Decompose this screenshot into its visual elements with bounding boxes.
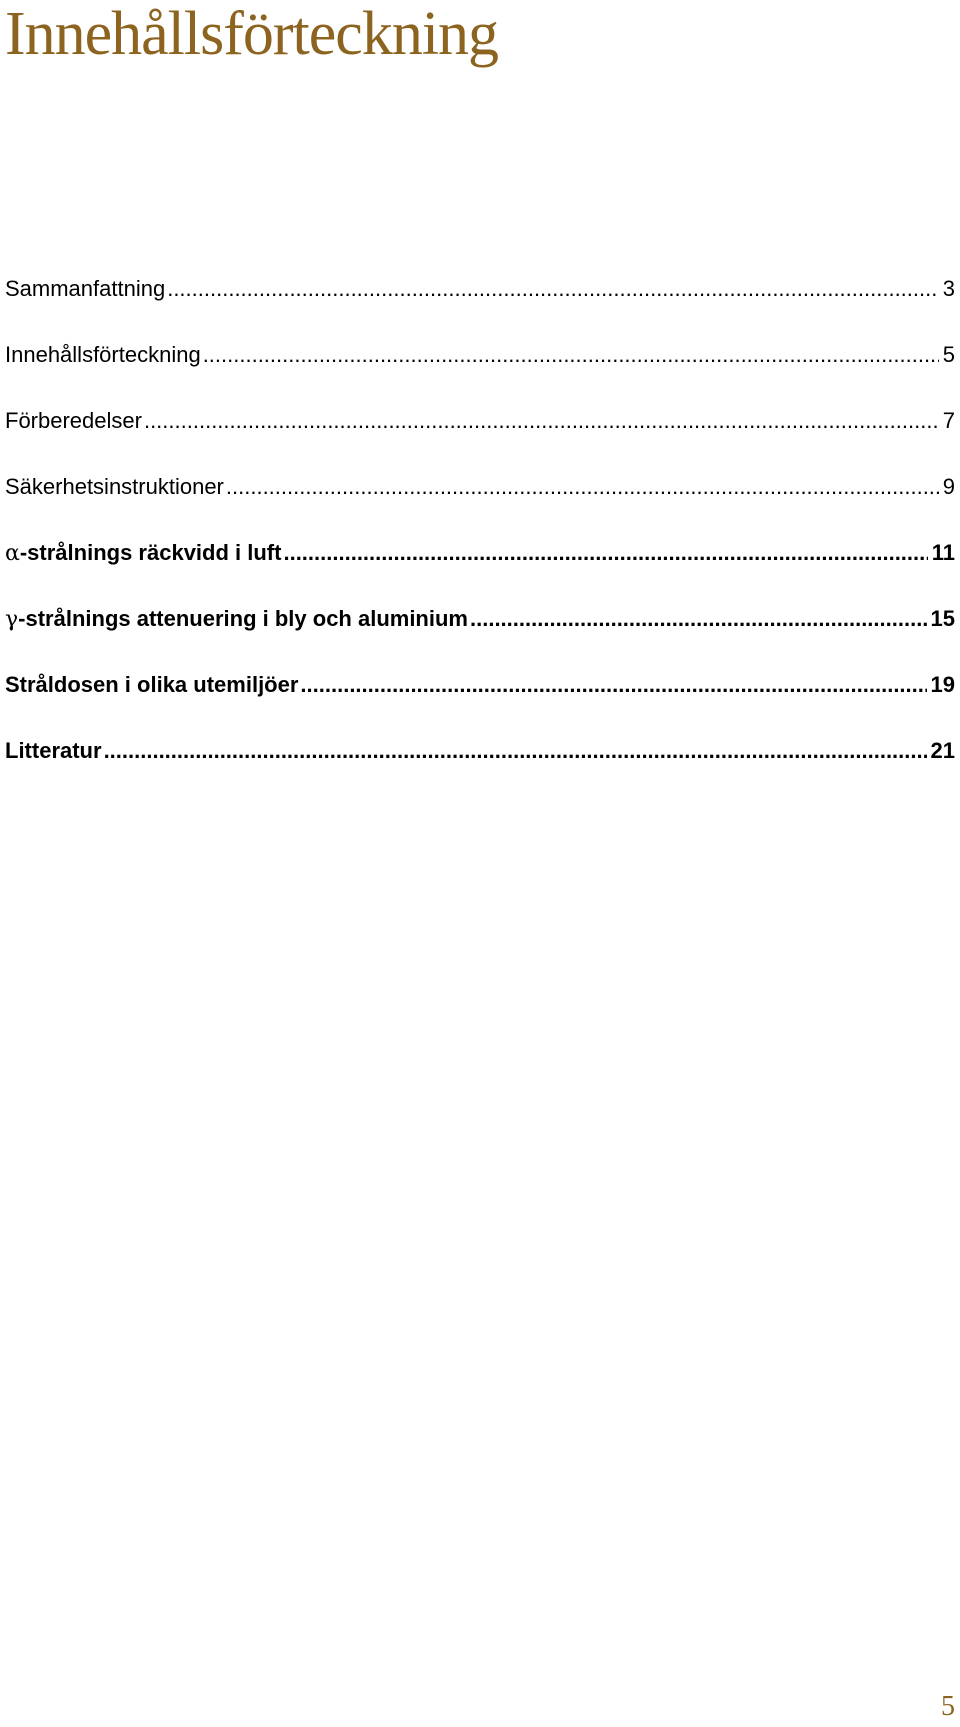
toc-dot-leader (226, 470, 939, 504)
toc-dot-leader (144, 404, 939, 438)
toc-entry-gamma-stralning[interactable] (5, 602, 955, 668)
toc-entry-label: Stråldosen i olika utemiljöer (5, 672, 299, 697)
toc-dot-leader (470, 602, 927, 636)
toc-entry-litteratur[interactable] (5, 734, 955, 800)
gamma-symbol: γ (5, 607, 19, 632)
page-title: Innehållsförteckning (5, 0, 499, 68)
toc-entry-label (5, 536, 281, 571)
toc-entry-page: 21 (930, 738, 955, 763)
toc-entry-alpha-stralning[interactable] (5, 536, 955, 602)
page-number: 5 (941, 1691, 955, 1722)
toc-entry-page: 19 (930, 672, 955, 697)
toc-entry-label-text: -strålnings räckvidd i luft (19, 540, 282, 565)
toc-entry-page: 11 (931, 540, 955, 565)
toc-dot-leader (283, 536, 927, 570)
toc-entry-page: 5 (942, 342, 955, 367)
toc-entry-page: 7 (942, 408, 955, 433)
toc-entry-page: 3 (942, 276, 955, 301)
table-of-contents (5, 272, 955, 800)
toc-entry-label-text: -strålnings attenuering i bly och aluminium (18, 606, 468, 631)
toc-entry-label: Litteratur (5, 738, 102, 763)
toc-dot-leader (104, 734, 927, 768)
toc-entry-page: 15 (930, 606, 955, 631)
toc-dot-leader (167, 272, 939, 306)
toc-entry-innehallsforteckning[interactable] (5, 338, 955, 404)
toc-entry-sammanfattning[interactable] (5, 272, 955, 338)
toc-entry-label: Säkerhetsinstruktioner (5, 474, 224, 499)
toc-entry-label: Innehållsförteckning (5, 342, 201, 367)
toc-dot-leader (203, 338, 939, 372)
toc-entry-forberedelser[interactable] (5, 404, 955, 470)
toc-entry-label (5, 602, 468, 637)
toc-entry-straldosen[interactable] (5, 668, 955, 734)
alpha-symbol: α (5, 541, 20, 566)
toc-entry-page: 9 (942, 474, 955, 499)
toc-entry-label: Sammanfattning (5, 276, 166, 301)
toc-entry-label: Förberedelser (5, 408, 142, 433)
toc-dot-leader (300, 668, 926, 702)
toc-entry-sakerhetsinstruktioner[interactable] (5, 470, 955, 536)
